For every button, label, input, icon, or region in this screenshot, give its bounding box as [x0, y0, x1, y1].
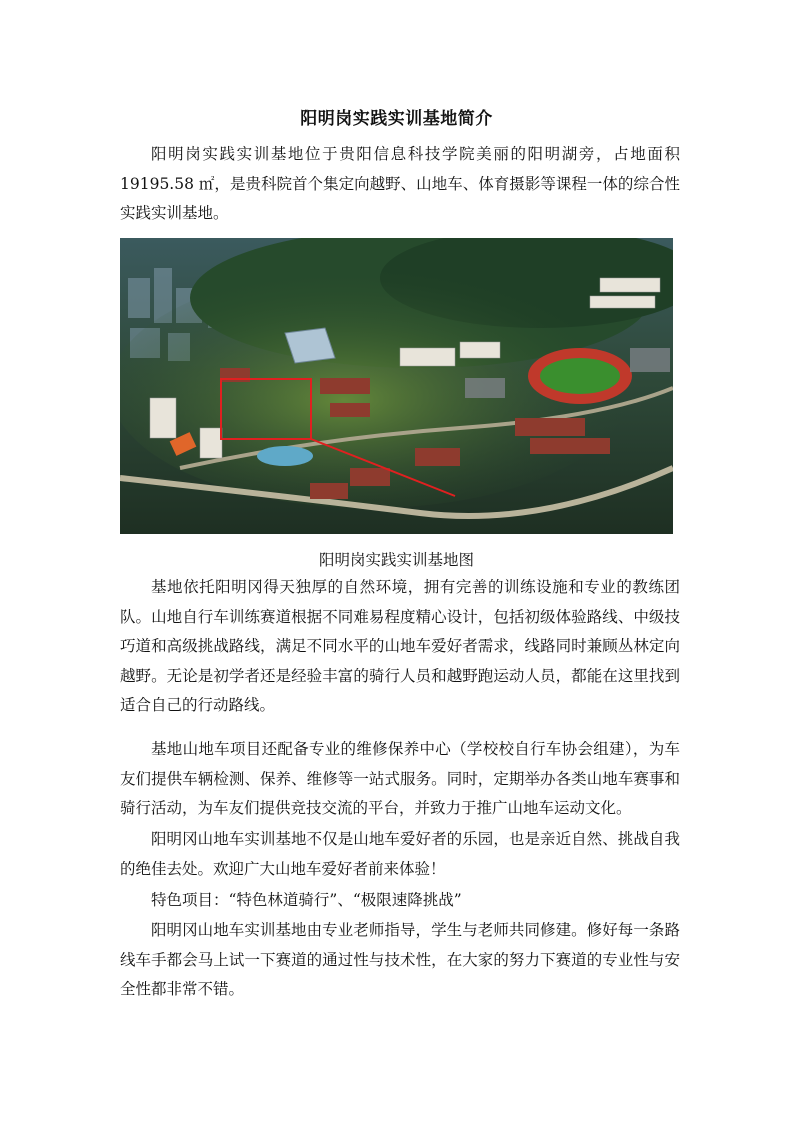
figure-caption: 阳明岗实践实训基地图 — [318, 551, 474, 569]
intro-paragraph: 阳明岗实践实训基地位于贵阳信息科技学院美丽的阳明湖旁，占地面积19195.58 ㎡，是贵科院首个集定向越野、山地车、体育摄影等课程一体的综合性实践实训基地。 — [120, 145, 680, 222]
body-paragraph-2: 基地山地车项目还配备专业的维修保养中心（学校校自行车协会组建），为车友们提供车辆检测、保养、维修等一站式服务。同时，定期举办各类山地车赛事和骑行活动，为车友们提供竞技交流的平台，并致力于推广山地车运动文化。 — [120, 740, 680, 817]
body-paragraph-1: 基地依托阳明冈得天独厚的自然环境，拥有完善的训练设施和专业的教练团队。山地自行车训练赛道根据不同难易程度精心设计，包括初级体验路线、中级技巧道和高级挑战路线，满足不同水平的山地车爱好者需求，线路同时兼顾丛林定向越野。无论是初学者还是经验丰富的骑行人员和越野跑运动人员，都能在这里找到适合自己的行动路线。 — [120, 578, 680, 714]
body-paragraph-5: 阳明冈山地车实训基地由专业老师指导，学生与老师共同修建。修好每一条路线车手都会马上试一下赛道的通过性与技术性，在大家的努力下赛道的专业性与安全性都非常不错。 — [120, 921, 680, 998]
body-paragraph-3: 阳明冈山地车实训基地不仅是山地车爱好者的乐园，也是亲近自然、挑战自我的绝佳去处。欢迎广大山地车爱好者前来体验！ — [120, 830, 680, 878]
campus-aerial-map — [120, 238, 673, 534]
document-title: 阳明岗实践实训基地简介 — [300, 109, 493, 129]
featured-projects-line: 特色项目：“特色林道骑行”、“极限速降挑战” — [151, 891, 462, 909]
